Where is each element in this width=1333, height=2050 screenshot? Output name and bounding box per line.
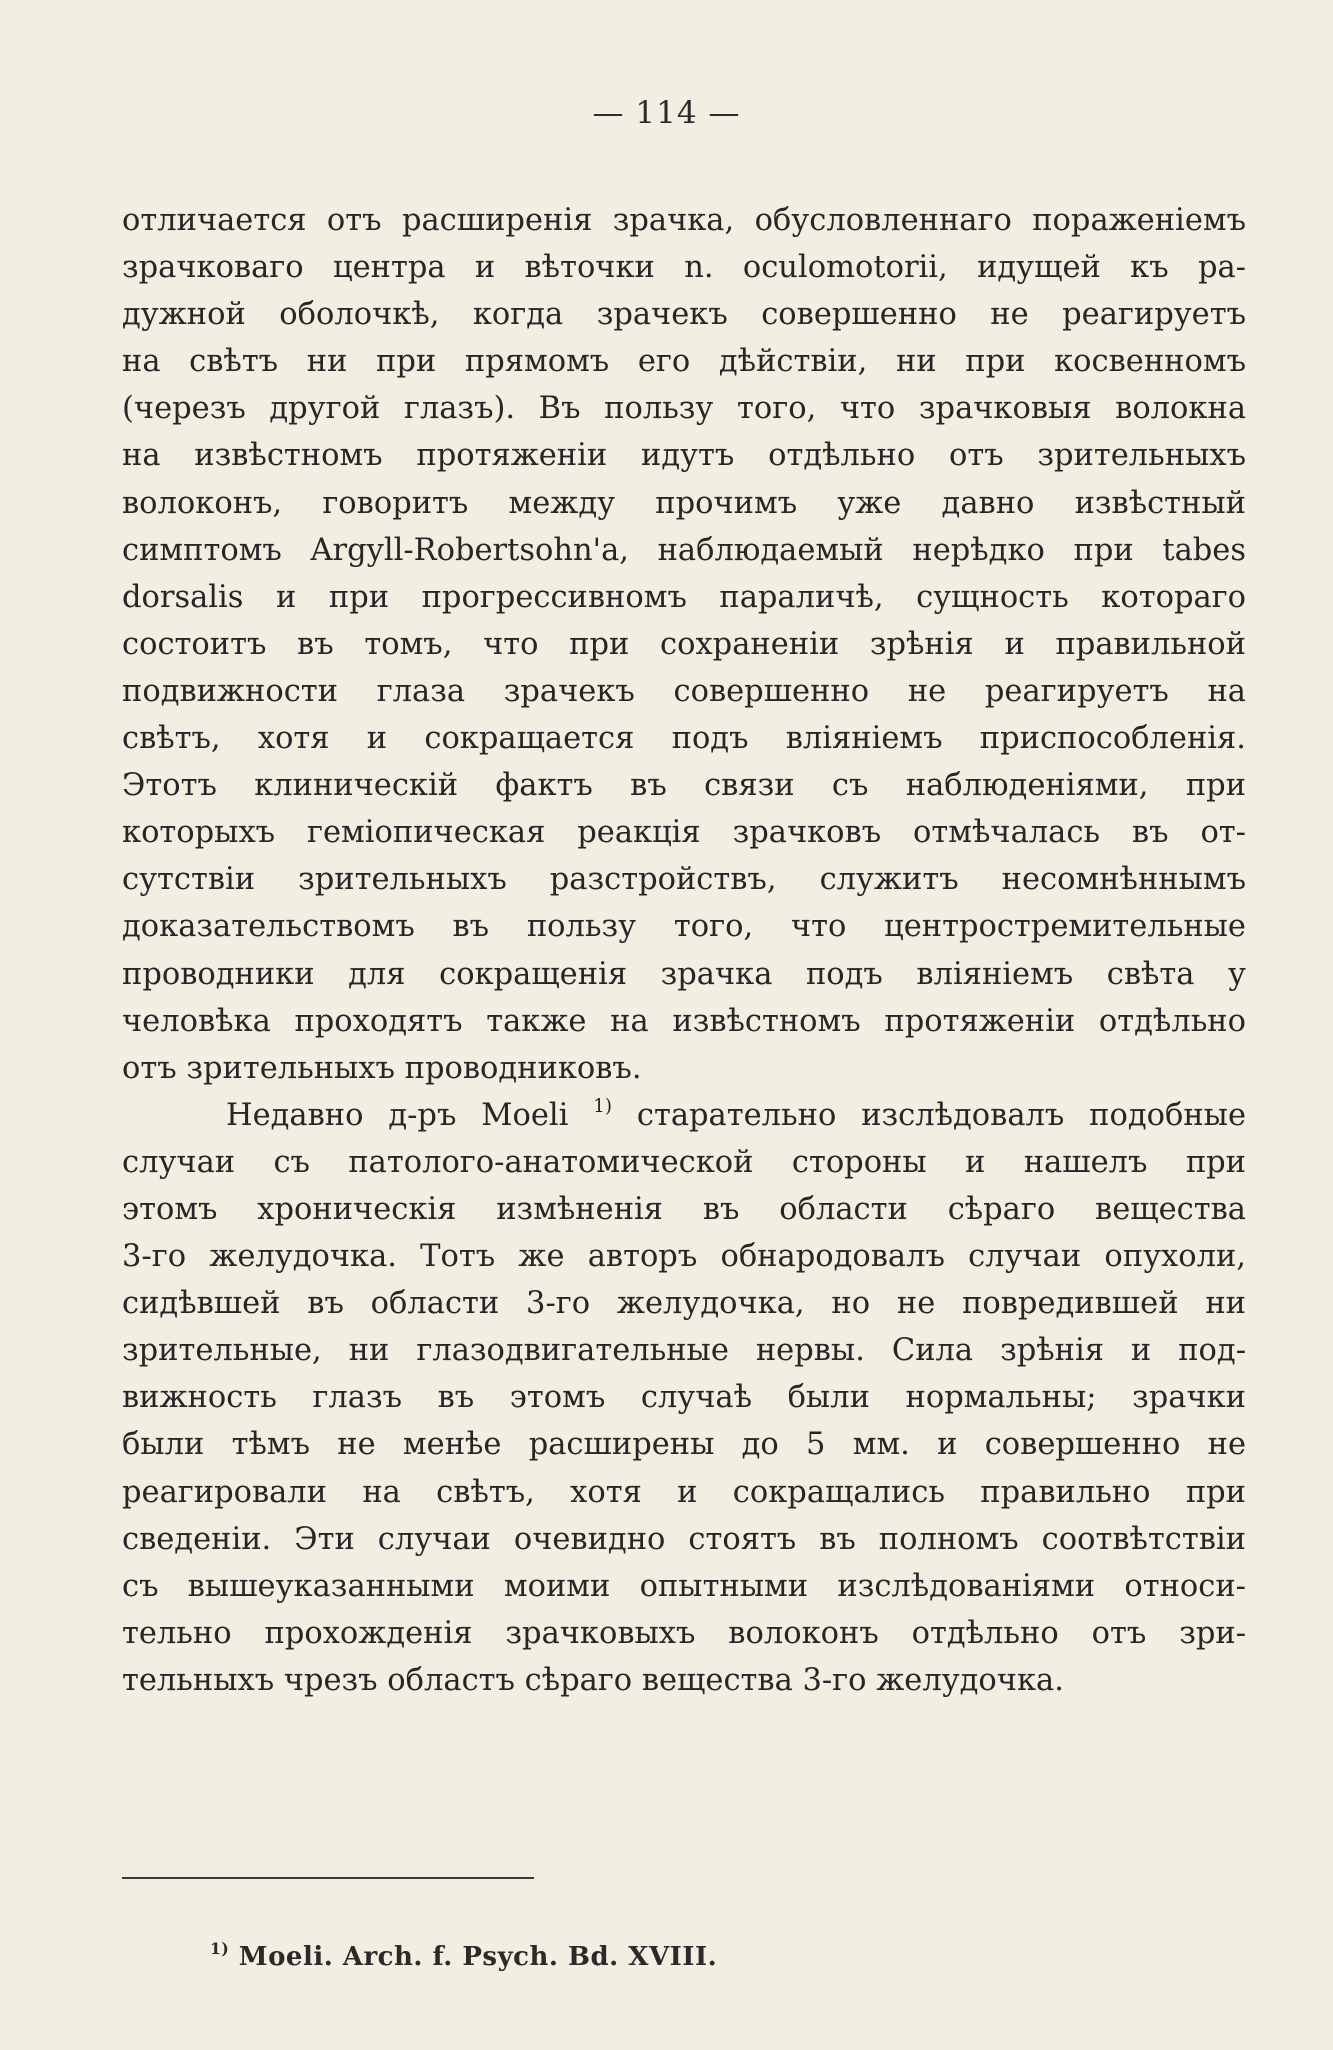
text-line: сведеніи. Эти случаи очевидно стоятъ въ полномъ соотвѣтствіи — [122, 1521, 1246, 1557]
body-text — [122, 197, 1246, 1704]
text-line: съ вышеуказанными моими опытными изслѣдованіями относи- — [122, 1568, 1246, 1604]
text-line: были тѣмъ не менѣе расширены до 5 мм. и совершенно не — [122, 1427, 1246, 1463]
text-line: зрительные, ни глазодвигательные нервы. Сила зрѣнія и под- — [122, 1333, 1246, 1369]
text-line: (черезъ другой глазъ). Въ пользу того, что зрачковыя волокна — [122, 391, 1246, 427]
footnote-divider — [122, 1877, 534, 1879]
text-line: реагировали на свѣтъ, хотя и сокращались правильно при — [122, 1474, 1246, 1510]
text-line: отличается отъ расширенія зрачка, обусловленнаго пораженіемъ — [122, 203, 1246, 238]
text-line: которыхъ геміопическая реакція зрачковъ отмѣчалась въ от- — [122, 815, 1246, 851]
paragraph-first-line — [122, 1092, 1246, 1139]
text-line: на извѣстномъ протяженіи идутъ отдѣльно отъ зрительныхъ — [122, 438, 1246, 474]
text-line: dorsalis и при прогрессивномъ параличѣ, сущность котораго — [122, 579, 1246, 615]
footnote-reference: 1) — [593, 1095, 613, 1117]
text-line: Этотъ клиническій фактъ въ связи съ наблюденіями, при — [122, 768, 1246, 804]
text-line: зрачковаго центра и вѣточки n. oculomotorii, идущей къ ра- — [122, 250, 1246, 286]
text-line: свѣтъ, хотя и сокращается подъ вліяніемъ приспособленія. — [122, 721, 1246, 757]
page-number: — 114 — — [592, 95, 741, 131]
footnote — [210, 1939, 718, 1972]
text-line: 3-го желудочка. Тотъ же авторъ обнародовалъ случаи опухоли, — [122, 1239, 1246, 1275]
text-line: тельно прохожденія зрачковыхъ волоконъ отдѣльно отъ зри- — [122, 1615, 1246, 1651]
text-line: этомъ хроническія измѣненія въ области сѣраго вещества — [122, 1191, 1246, 1227]
text-line: случаи съ патолого-анатомической стороны и нашелъ при — [122, 1144, 1246, 1180]
text-line: дужной оболочкѣ, когда зрачекъ совершенно не реагируетъ — [122, 297, 1246, 333]
text-line: на свѣтъ ни при прямомъ его дѣйствіи, ни при косвенномъ — [122, 344, 1246, 380]
text-line: сидѣвшей въ области 3-го желудочка, но не повредившей ни — [122, 1286, 1246, 1322]
text-line: сутствіи зрительныхъ разстройствъ, служитъ несомнѣннымъ — [122, 862, 1246, 898]
text-run: Недавно д-ръ Moeli — [226, 1097, 594, 1133]
text-line: тельныхъ чрезъ областъ сѣраго вещества 3-го желудочка. — [122, 1662, 1064, 1698]
text-line: состоитъ въ томъ, что при сохраненіи зрѣнія и правильной — [122, 626, 1246, 662]
text-line: проводники для сокращенія зрачка подъ вліяніемъ свѣта у — [122, 956, 1246, 992]
footnote-text: Moeli. Arch. f. Psych. Bd. XVIII. — [229, 1942, 718, 1972]
text-line: симптомъ Argyll-Robertsohn'а, наблюдаемый нерѣдко при tabes — [122, 532, 1246, 568]
text-line: человѣка проходятъ также на извѣстномъ протяженіи отдѣльно — [122, 1003, 1246, 1039]
text-line: подвижности глаза зрачекъ совершенно не реагируетъ на — [122, 673, 1246, 709]
text-line: отъ зрительныхъ проводниковъ. — [122, 1050, 642, 1086]
text-line: доказательствомъ въ пользу того, что центростремительные — [122, 909, 1246, 945]
footnote-marker: 1) — [210, 1939, 230, 1959]
text-line: волоконъ, говоритъ между прочимъ уже давно извѣстный — [122, 485, 1246, 521]
text-run: старательно изслѣдовалъ подобные — [612, 1097, 1246, 1133]
text-line: вижность глазъ въ этомъ случаѣ были нормальны; зрачки — [122, 1380, 1246, 1416]
